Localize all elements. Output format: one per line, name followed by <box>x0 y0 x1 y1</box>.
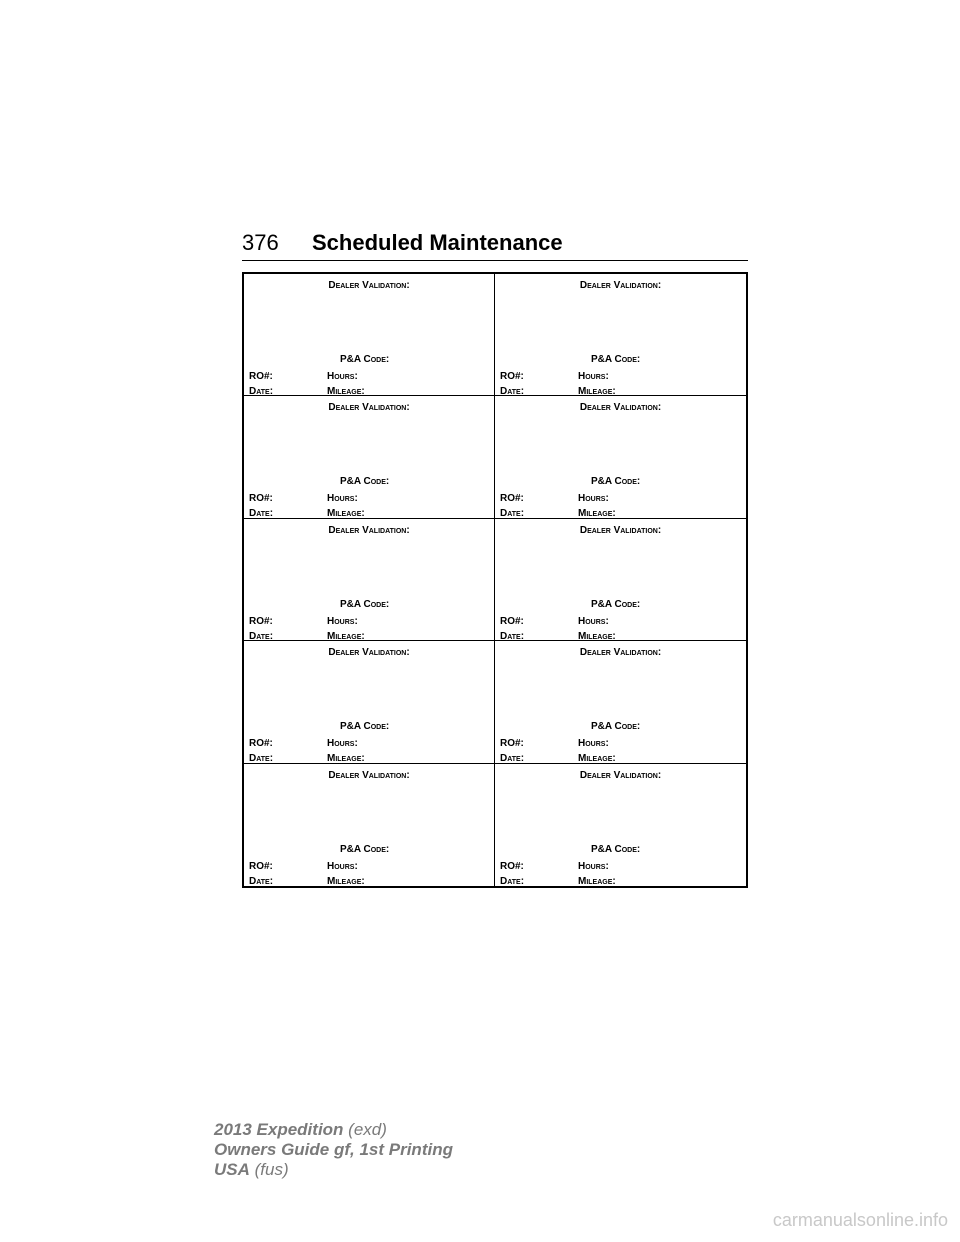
page-number: 376 <box>242 230 279 255</box>
dealer-validation-label: Dealer Validation: <box>579 402 662 414</box>
ro-label: RO#: <box>500 493 524 505</box>
footer-model: 2013 Expedition <box>214 1120 344 1139</box>
hours-label: Hours: <box>578 738 609 750</box>
validation-cell <box>495 764 746 886</box>
dealer-validation-label: Dealer Validation: <box>328 647 410 659</box>
pa-code-label: P&A Code: <box>340 476 390 488</box>
watermark: carmanualsonline.info <box>772 1210 948 1230</box>
ro-label: RO#: <box>500 371 524 382</box>
ro-label: RO#: <box>249 493 273 505</box>
mileage-label: Mileage: <box>327 753 365 765</box>
pa-code-label: P&A Code: <box>591 354 641 365</box>
hours-label: Hours: <box>578 493 609 505</box>
date-label: Date: <box>249 753 274 765</box>
pa-code-label: P&A Code: <box>340 598 390 610</box>
document-footer <box>214 1120 453 1180</box>
date-label: Date: <box>500 508 525 520</box>
pa-code-label: P&A Code: <box>591 476 641 488</box>
date-label: Date: <box>500 753 525 765</box>
validation-cell <box>495 274 746 396</box>
footer-line-1 <box>214 1120 453 1140</box>
validation-cell <box>244 519 495 641</box>
ro-label: RO#: <box>249 860 273 872</box>
validation-cell <box>244 274 495 396</box>
dealer-validation-label: Dealer Validation: <box>328 524 410 536</box>
dealer-validation-label: Dealer Validation: <box>579 647 662 659</box>
mileage-label: Mileage: <box>578 508 616 520</box>
dealer-validation-label: Dealer Validation: <box>579 280 662 291</box>
footer-line-3 <box>214 1160 453 1180</box>
pa-code-label: P&A Code: <box>591 721 641 733</box>
mileage-label: Mileage: <box>578 386 616 397</box>
date-label: Date: <box>500 875 525 887</box>
pa-code-label: P&A Code: <box>340 843 390 855</box>
dealer-validation-label: Dealer Validation: <box>328 280 410 291</box>
hours-label: Hours: <box>578 860 609 872</box>
pa-code-label: P&A Code: <box>340 721 390 733</box>
hours-label: Hours: <box>578 615 609 627</box>
validation-cell <box>244 764 495 886</box>
hours-label: Hours: <box>327 371 358 382</box>
date-label: Date: <box>249 386 274 397</box>
mileage-label: Mileage: <box>327 386 365 397</box>
date-label: Date: <box>500 630 525 642</box>
mileage-label: Mileage: <box>578 753 616 765</box>
mileage-label: Mileage: <box>327 630 365 642</box>
mileage-label: Mileage: <box>327 508 365 520</box>
hours-label: Hours: <box>327 493 358 505</box>
mileage-label: Mileage: <box>578 630 616 642</box>
page-header <box>242 230 748 261</box>
validation-cell <box>244 641 495 763</box>
ro-label: RO#: <box>249 738 273 750</box>
pa-code-label: P&A Code: <box>340 354 390 365</box>
hours-label: Hours: <box>578 371 609 382</box>
pa-code-label: P&A Code: <box>591 843 641 855</box>
date-label: Date: <box>249 630 274 642</box>
hours-label: Hours: <box>327 615 358 627</box>
date-label: Date: <box>249 875 274 887</box>
dealer-validation-label: Dealer Validation: <box>579 524 662 536</box>
dealer-validation-label: Dealer Validation: <box>328 402 410 414</box>
validation-cell <box>244 396 495 518</box>
dealer-validation-label: Dealer Validation: <box>328 769 410 781</box>
date-label: Date: <box>500 386 525 397</box>
mileage-label: Mileage: <box>327 875 365 887</box>
date-label: Date: <box>249 508 274 520</box>
footer-model-code: (exd) <box>348 1120 387 1139</box>
ro-label: RO#: <box>500 738 524 750</box>
hours-label: Hours: <box>327 860 358 872</box>
footer-market: USA <box>214 1160 250 1179</box>
ro-label: RO#: <box>249 615 273 627</box>
pa-code-label: P&A Code: <box>591 598 641 610</box>
ro-label: RO#: <box>500 615 524 627</box>
ro-label: RO#: <box>500 860 524 872</box>
validation-cell <box>495 519 746 641</box>
ro-label: RO#: <box>249 371 273 382</box>
dealer-validation-label: Dealer Validation: <box>579 769 662 781</box>
page-title: Scheduled Maintenance <box>312 230 563 255</box>
mileage-label: Mileage: <box>578 875 616 887</box>
validation-grid <box>242 272 748 888</box>
validation-cell <box>495 641 746 763</box>
footer-market-code: (fus) <box>254 1160 289 1179</box>
hours-label: Hours: <box>327 738 358 750</box>
validation-cell <box>495 396 746 518</box>
footer-line-2: Owners Guide gf, 1st Printing <box>214 1140 453 1159</box>
